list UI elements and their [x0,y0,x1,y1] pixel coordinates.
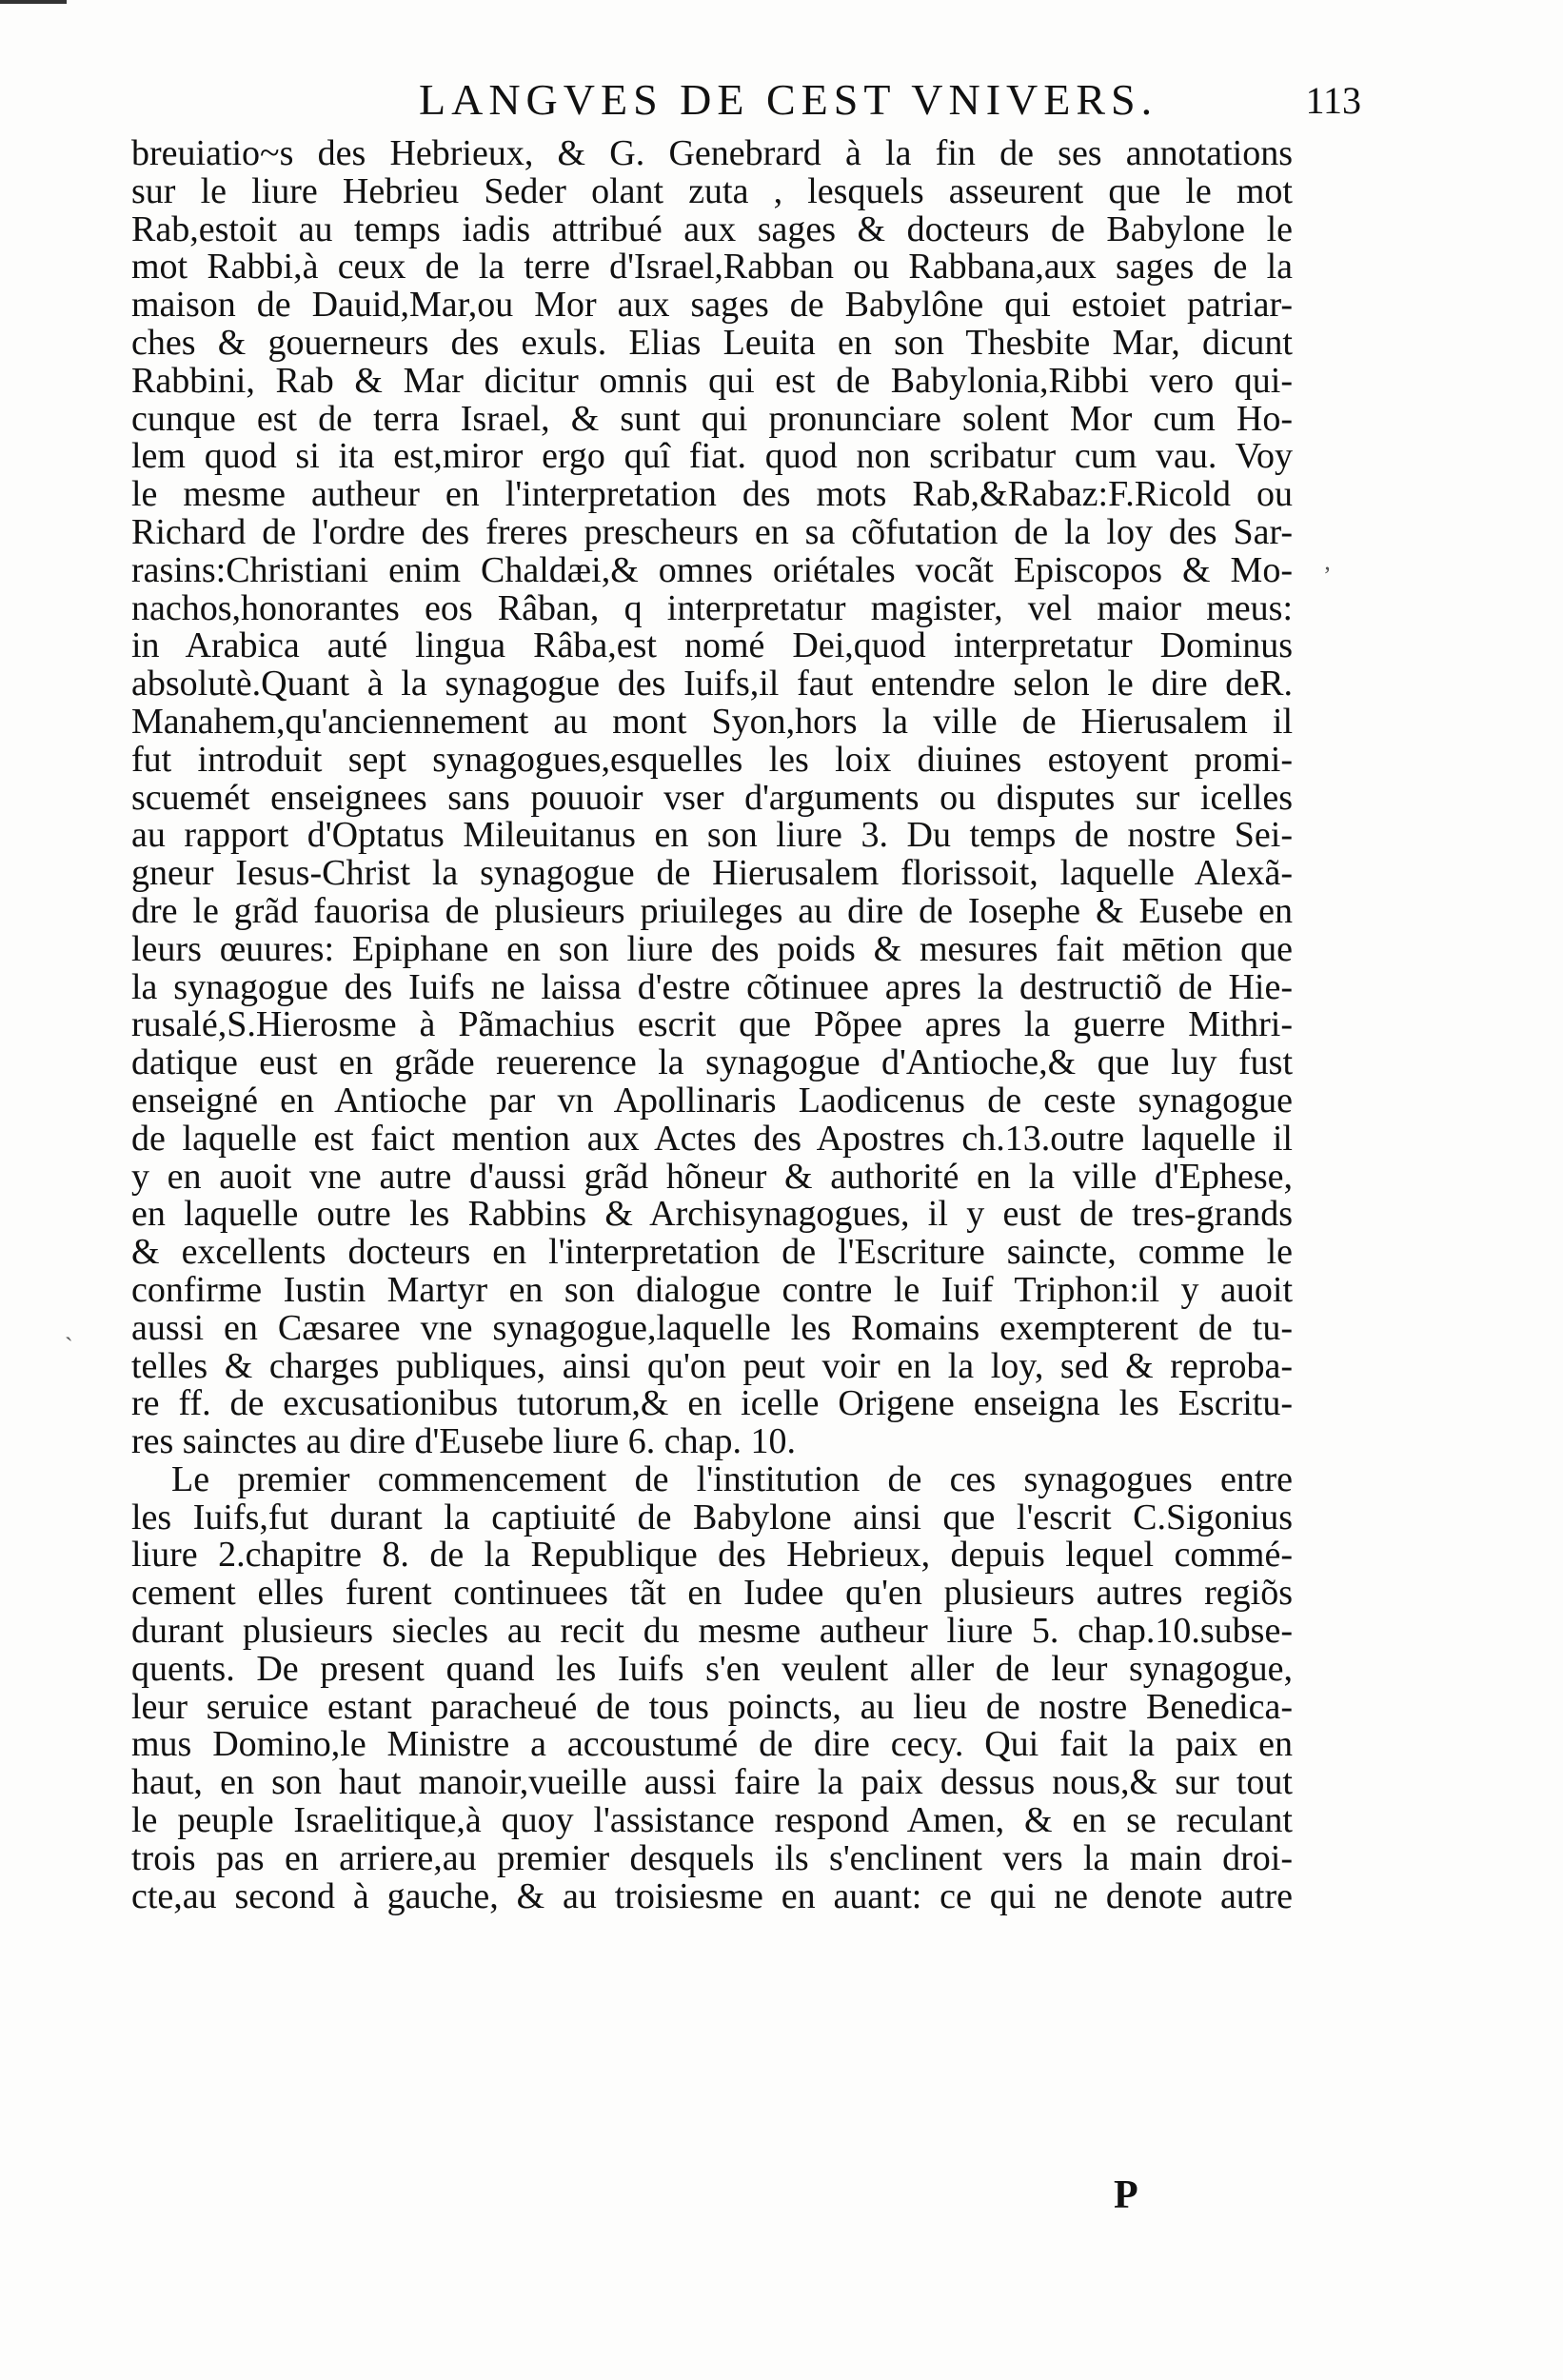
text-line: gneur Iesus-Christ la synagogue de Hierusalem florissoit, laquelle Alexã- [131,855,1293,893]
text-line: leurs œuures: Epiphane en son liure des poids & mesures fait mētion que [131,930,1293,969]
text-line: leur seruice estant paracheué de tous poincts, au lieu de nostre Benedica- [131,1688,1293,1727]
margin-mark: ʼ [1323,562,1332,589]
text-line: durant plusieurs siecles au recit du mesme autheur liure 5. chap.10.subse- [131,1613,1293,1651]
text-line: le peuple Israelitique,à quoy l'assistance respond Amen, & en se reculant [131,1802,1293,1840]
text-line: trois pas en arriere,au premier desquels ils s'enclinent vers la main droi- [131,1839,1293,1878]
text-line: aussi en Cæsaree vne synagogue,laquelle les Romains exempterent de tu- [131,1309,1293,1348]
text-line: Richard de l'ordre des freres prescheurs en sa cõfutation de la loy des Sar- [131,513,1293,552]
text-line: breuiatio~s des Hebrieux, & G. Genebrard à la fin de ses annotations [131,135,1293,173]
text-line: la synagogue des Iuifs ne laissa d'estre cõtinuee apres la destructiõ de Hie- [131,968,1293,1007]
text-line: datique eust en grãde reuerence la synagogue d'Antioche,& que luy fust [131,1044,1293,1082]
text-line: de laquelle est faict mention aux Actes des Apostres ch.13.outre laquelle il [131,1120,1293,1159]
text-line: confirme Iustin Martyr en son dialogue contre le Iuif Triphon:il y auoit [131,1271,1293,1310]
text-line: sur le liure Hebrieu Seder olant zuta , lesquels asseurent que le mot [131,172,1293,211]
text-line: dre le grãd fauorisa de plusieurs priuileges au dire de Iosephe & Eusebe en [131,892,1293,931]
text-line: in Arabica auté lingua Râba,est nomé Dei,quod interpretatur Dominus [131,627,1293,666]
text-line: en laquelle outre les Rabbins & Archisynagogues, il y eust de tres-grands [131,1196,1293,1235]
catchword: P [1114,2173,1138,2217]
margin-mark: ˏ [65,1314,73,1341]
text-line: les Iuifs,fut durant la captiuité de Babylone ainsi que l'escrit C.Sigonius [131,1498,1293,1537]
text-line: au rapport d'Optatus Mileuitanus en son liure 3. Du temps de nostre Sei- [131,817,1293,856]
running-head [133,74,1361,131]
page-number: 113 [1305,79,1361,122]
text-line: res sainctes au dire d'Eusebe liure 6. chap. 10. [131,1423,796,1461]
text-line: quents. De present quand les Iuifs s'en veulent aller de leur synagogue, [131,1650,1293,1689]
text-line: re ff. de excusationibus tutorum,& en icelle Origene enseigna les Escritu- [131,1385,1293,1424]
text-line: liure 2.chapitre 8. de la Republique des Hebrieux, depuis lequel commé- [131,1537,1293,1576]
text-line: cunque est de terra Israel, & sunt qui pronunciare solent Mor cum Ho- [131,400,1293,439]
text-line: & excellents docteurs en l'interpretation de l'Escriture saincte, comme le [131,1234,1293,1272]
text-line: rasins:Christiani enim Chaldæi,& omnes oriétales vocãt Episcopos & Mo- [131,551,1293,590]
text-line: maison de Dauid,Mar,ou Mor aux sages de Babylône qui estoiet patriar- [131,287,1293,325]
running-title: LANGVES DE CEST VNIVERS. [419,75,1158,124]
text-line: le mesme autheur en l'interpretation des mots Rab,&Rabaz:F.Ricold ou [131,476,1293,514]
text-line: cte,au second à gauche, & au troisiesme en auant: ce qui ne denote autre [131,1877,1293,1916]
text-line: scuemét enseignees sans pouuoir vser d'arguments ou disputes sur icelles [131,779,1293,818]
text-line: y en auoit vne autre d'aussi grãd hõneur & authorité en la ville d'Ephese, [131,1158,1293,1197]
text-line: Manahem,qu'anciennement au mont Syon,hors la ville de Hierusalem il [131,703,1293,742]
body-text [131,135,1293,1915]
text-line: Rabbini, Rab & Mar dicitur omnis qui est de Babylonia,Ribbi vero qui- [131,362,1293,401]
text-line: cement elles furent continuees tãt en Iudee qu'en plusieurs autres regiõs [131,1575,1293,1614]
text-line: mus Domino,le Ministre a accoustumé de dire cecy. Qui fait la paix en [131,1726,1293,1765]
text-line: mot Rabbi,à ceux de la terre d'Israel,Rabban ou Rabbana,aux sages de la [131,248,1293,288]
text-line: enseigné en Antioche par vn Apollinaris Laodicenus de ceste synagogue [131,1081,1293,1121]
text-line: rusalé,S.Hierosme à Pãmachius escrit que Põpee apres la guerre Mithri- [131,1006,1293,1045]
text-line: telles & charges publiques, ainsi qu'on peut voir en la loy, sed & reproba- [131,1347,1293,1386]
text-line: haut, en son haut manoir,vueille aussi faire la paix dessus nous,& sur tout [131,1764,1293,1803]
paragraph-first-line: Le premier commencement de l'institution de ces synagogues entre [171,1460,1293,1499]
text-line: Rab,estoit au temps iadis attribué aux sages & docteurs de Babylone le [131,210,1293,249]
page-edge-mark [0,0,67,4]
text-line: lem quod si ita est,miror ergo quî fiat. quod non scribatur cum vau. Voy [131,438,1293,477]
text-line: nachos,honorantes eos Râban, q interpretatur magister, vel maior meus: [131,589,1293,628]
text-line: fut introduit sept synagogues,esquelles les loix diuines estoyent promi- [131,741,1293,780]
text-line: absolutè.Quant à la synagogue des Iuifs,il faut entendre selon le dire deR. [131,665,1293,704]
text-line: ches & gouerneurs des exuls. Elias Leuita en son Thesbite Mar, dicunt [131,324,1293,363]
